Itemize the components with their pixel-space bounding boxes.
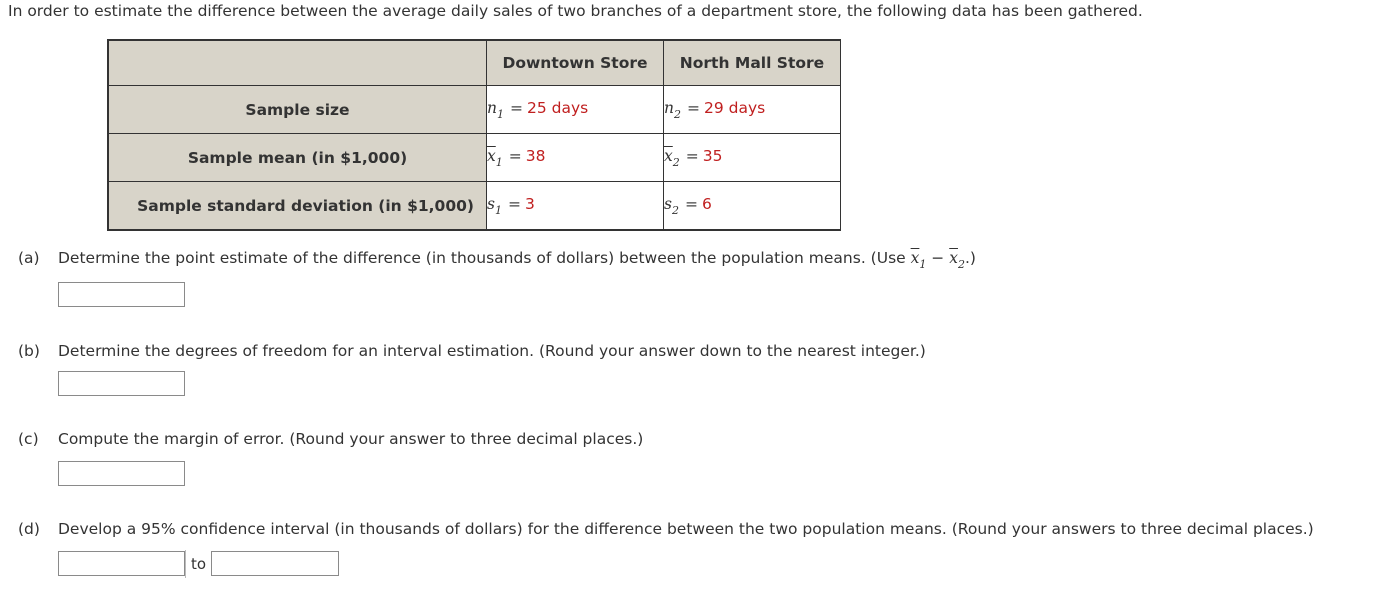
n1-value: 25 days [526, 98, 589, 117]
answer-d-upper-input[interactable] [211, 551, 339, 576]
row-label-sample-mean: Sample mean (in $1,000) [108, 134, 487, 182]
header-downtown-store: Downtown Store [487, 40, 664, 86]
header-blank-cell [108, 40, 487, 86]
downtown-sample-size: $n_1 = 25$ days [487, 86, 664, 134]
question-a: (a) Determine the point estimate of the difference (in thousands of dollars) between the population means. (Use $\overline{x}_1 - \overline{x}_2$.) [18, 249, 976, 271]
interval-to-label: to [185, 550, 211, 578]
n1-symbol: $n_1$ [487, 98, 504, 121]
answer-b-input[interactable] [58, 371, 185, 396]
xbar1-value: 38 [525, 146, 546, 165]
table-row-sample-std [108, 182, 841, 231]
table-header-row [108, 40, 841, 86]
s1-symbol: $s_1$ [487, 194, 502, 217]
xbar2-value: 35 [702, 146, 723, 165]
table-row-sample-size [108, 86, 841, 134]
question-c-text: Compute the margin of error. (Round your answer to three decimal places.) [58, 430, 644, 448]
question-b-text: Determine the degrees of freedom for an interval estimation. (Round your answer down to the nearest integer.) [58, 342, 926, 360]
s2-value: 6 [701, 194, 712, 213]
answer-c-input[interactable] [58, 461, 185, 486]
problem-intro: In order to estimate the difference between the average daily sales of two branches of a department store, the following data has been gathered. [8, 2, 1143, 20]
s1-value: 3 [524, 194, 535, 213]
xbar2-symbol: $\overline{x}_2$ [664, 146, 680, 169]
downtown-sample-mean: $\overline{x}_1 = 38$ [487, 134, 664, 182]
question-c-label: (c) [18, 430, 39, 448]
answer-a-input[interactable] [58, 282, 185, 307]
question-b [18, 342, 926, 360]
row-label-sample-std: Sample standard deviation (in $1,000) [108, 182, 487, 231]
answer-d-lower-input[interactable] [58, 551, 185, 576]
n2-value: 29 days [703, 98, 766, 117]
header-north-mall-store: North Mall Store [664, 40, 841, 86]
s2-symbol: $s_2$ [664, 194, 679, 217]
table-row-sample-mean [108, 134, 841, 182]
xbar1-symbol: $\overline{x}_1$ [487, 146, 503, 169]
question-a-label: (a) [18, 249, 40, 267]
northmall-sample-size: $n_2 = 29$ days [664, 86, 841, 134]
sample-data-table [107, 39, 841, 231]
northmall-sample-std: $s_2 = 6$ [664, 182, 841, 231]
northmall-sample-mean: $\overline{x}_2 = 35$ [664, 134, 841, 182]
question-c [18, 430, 643, 448]
question-a-text: Determine the point estimate of the difference (in thousands of dollars) between the population means. (Use [58, 249, 911, 267]
question-d-text: Develop a 95% confidence interval (in thousands of dollars) for the difference between the two population means. (Round your answers to three decimal places.) [58, 520, 1314, 538]
question-d-label: (d) [18, 520, 40, 538]
question-b-label: (b) [18, 342, 40, 360]
question-d [18, 520, 1314, 538]
downtown-sample-std: $s_1 = 3$ [487, 182, 664, 231]
row-label-sample-size: Sample size [108, 86, 487, 134]
n2-symbol: $n_2$ [664, 98, 681, 121]
